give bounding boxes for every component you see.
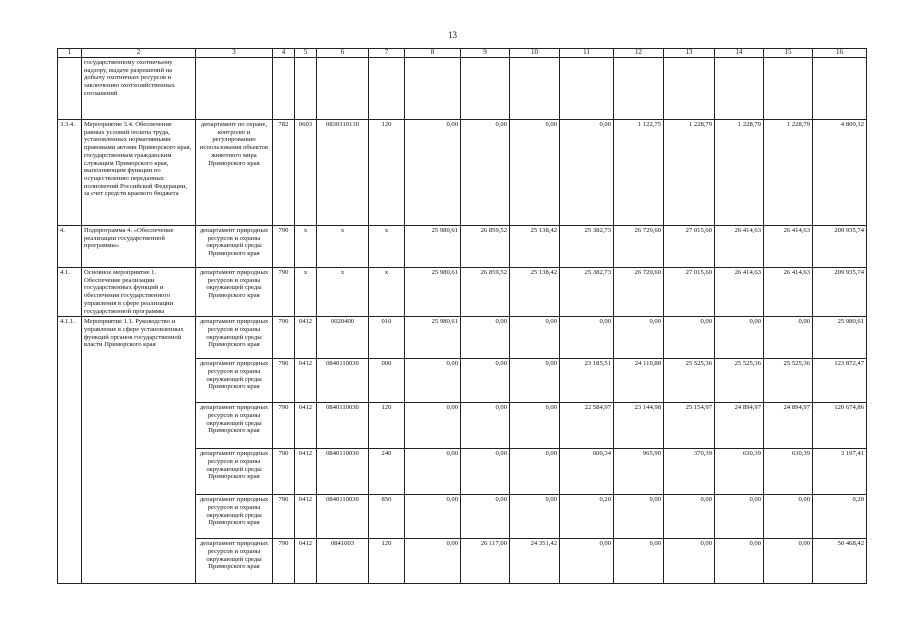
table-row [58, 226, 867, 268]
grbs-code-cell: 790 [273, 495, 295, 539]
expense-type-cell: 000 [369, 359, 405, 403]
agency-cell: департамент природных ресурсов и охраны окружающей среды Приморского края [196, 359, 273, 403]
section-code-cell: 0412 [295, 317, 317, 359]
amount-cell: 25 382,73 [560, 268, 614, 317]
item-name-cell: государственному охотничьему надзору, выдаче разрешений на добычу охотничьих ресурсов и заключению охотхозяйственных соглашений [82, 58, 196, 120]
amount-cell: 630,39 [715, 449, 764, 495]
column-header: 10 [510, 49, 560, 58]
total-cell [813, 58, 867, 120]
item-name-cell: Мероприятие 3.4. Обеспечение равных условий оплаты труда, установленных нормативными правовыми актами Приморского края, государственным гражданским служащим Приморского края, выполняющим функции по осуществлению переданных полномочий Российской Федерации, за счет средств краевого бюджета [82, 120, 196, 226]
column-header: 3 [196, 49, 273, 58]
column-header: 7 [369, 49, 405, 58]
amount-cell [560, 58, 614, 120]
amount-cell: 25 382,73 [560, 226, 614, 268]
item-name-cell: Подпрограмма 4. «Обеспечение реализации государственной программы» [82, 226, 196, 268]
amount-cell [461, 58, 510, 120]
amount-cell: 26 414,63 [764, 226, 813, 268]
column-number-row [58, 49, 867, 58]
amount-cell: 26 729,60 [614, 226, 664, 268]
item-number-cell: 4.1. [58, 268, 82, 317]
amount-cell: 0,00 [764, 317, 813, 359]
target-article-cell: 0020400 [317, 317, 369, 359]
amount-cell: 25 980,61 [405, 317, 461, 359]
amount-cell: 27 015,60 [664, 226, 715, 268]
grbs-code-cell [273, 58, 295, 120]
total-cell: 25 980,61 [813, 317, 867, 359]
target-article-cell [317, 58, 369, 120]
item-name-cell: Мероприятие 1.1. Руководство и управление в сфере установленных функций органов государственной власти Приморского края [82, 317, 196, 584]
item-number-cell: 4.1.1. [58, 317, 82, 584]
target-article-cell: 0840110030 [317, 403, 369, 449]
amount-cell: 24 894,97 [764, 403, 813, 449]
amount-cell: 25 525,36 [664, 359, 715, 403]
amount-cell: 24 351,42 [510, 539, 560, 584]
amount-cell: 0,00 [405, 539, 461, 584]
amount-cell [614, 58, 664, 120]
amount-cell: 0,00 [510, 403, 560, 449]
agency-cell: департамент по охране, контролю и регулированию использования объектов животного мира Приморского края [196, 120, 273, 226]
amount-cell: 0,00 [560, 539, 614, 584]
column-header: 2 [82, 49, 196, 58]
amount-cell: 26 117,00 [461, 539, 510, 584]
target-article-cell: 0841003 [317, 539, 369, 584]
amount-cell: 0,00 [405, 359, 461, 403]
amount-cell: 965,90 [614, 449, 664, 495]
amount-cell: 0,00 [715, 317, 764, 359]
amount-cell: 0,00 [405, 120, 461, 226]
column-header: 16 [813, 49, 867, 58]
section-code-cell: 0412 [295, 495, 317, 539]
total-cell: 120 674,86 [813, 403, 867, 449]
amount-cell: 25 525,36 [715, 359, 764, 403]
amount-cell: 25 525,36 [764, 359, 813, 403]
amount-cell: 0,00 [664, 539, 715, 584]
table-row [58, 120, 867, 226]
target-article-cell: 0840110030 [317, 449, 369, 495]
table-row [58, 58, 867, 120]
column-header: 13 [664, 49, 715, 58]
amount-cell: 0,00 [510, 317, 560, 359]
grbs-code-cell: 790 [273, 359, 295, 403]
target-article-cell: 0830310130 [317, 120, 369, 226]
column-header: 4 [273, 49, 295, 58]
amount-cell: 23 144,98 [614, 403, 664, 449]
expense-type-cell: х [369, 268, 405, 317]
agency-cell: департамент природных ресурсов и охраны окружающей среды Приморского края [196, 268, 273, 317]
amount-cell: 370,39 [664, 449, 715, 495]
section-code-cell: 0603 [295, 120, 317, 226]
amount-cell: 0,00 [461, 317, 510, 359]
amount-cell: 0,00 [764, 495, 813, 539]
amount-cell: 26 729,60 [614, 268, 664, 317]
amount-cell: 0,00 [510, 495, 560, 539]
expense-type-cell: 850 [369, 495, 405, 539]
section-code-cell: 0412 [295, 403, 317, 449]
expense-type-cell: 120 [369, 403, 405, 449]
agency-cell: департамент природных ресурсов и охраны окружающей среды Приморского края [196, 317, 273, 359]
amount-cell: 1 122,75 [614, 120, 664, 226]
amount-cell: 23 185,51 [560, 359, 614, 403]
item-number-cell: 3.3.4. [58, 120, 82, 226]
amount-cell: 1 228,79 [764, 120, 813, 226]
target-article-cell: 0840110030 [317, 359, 369, 403]
expense-type-cell: 120 [369, 120, 405, 226]
amount-cell: 24 894,97 [715, 403, 764, 449]
grbs-code-cell: 790 [273, 449, 295, 495]
agency-cell: департамент природных ресурсов и охраны окружающей среды Приморского края [196, 226, 273, 268]
amount-cell: 27 015,60 [664, 268, 715, 317]
grbs-code-cell: 782 [273, 120, 295, 226]
amount-cell: 26 859,52 [461, 268, 510, 317]
agency-cell [196, 58, 273, 120]
amount-cell: 22 584,97 [560, 403, 614, 449]
item-number-cell [58, 58, 82, 120]
total-cell: 0,20 [813, 495, 867, 539]
column-header: 8 [405, 49, 461, 58]
total-cell: 4 809,12 [813, 120, 867, 226]
section-code-cell: х [295, 268, 317, 317]
amount-cell: 0,00 [405, 403, 461, 449]
amount-cell: 0,00 [715, 495, 764, 539]
agency-cell: департамент природных ресурсов и охраны окружающей среды Приморского края [196, 495, 273, 539]
amount-cell: 600,34 [560, 449, 614, 495]
section-code-cell: 0412 [295, 359, 317, 403]
amount-cell: 630,39 [764, 449, 813, 495]
amount-cell: 26 414,63 [715, 268, 764, 317]
grbs-code-cell: 790 [273, 268, 295, 317]
target-article-cell: х [317, 226, 369, 268]
column-header: 1 [58, 49, 82, 58]
grbs-code-cell: 790 [273, 539, 295, 584]
amount-cell: 0,00 [560, 120, 614, 226]
amount-cell: 0,00 [461, 120, 510, 226]
amount-cell: 0,00 [510, 449, 560, 495]
target-article-cell: 0840110030 [317, 495, 369, 539]
column-header: 15 [764, 49, 813, 58]
agency-cell: департамент природных ресурсов и охраны окружающей среды Приморского края [196, 403, 273, 449]
amount-cell: 0,00 [510, 359, 560, 403]
amount-cell: 0,00 [715, 539, 764, 584]
grbs-code-cell: 790 [273, 226, 295, 268]
section-code-cell: 0412 [295, 539, 317, 584]
expense-type-cell: 240 [369, 449, 405, 495]
amount-cell: 0,00 [764, 539, 813, 584]
amount-cell [764, 58, 813, 120]
total-cell: 3 197,41 [813, 449, 867, 495]
table-row [58, 268, 867, 317]
amount-cell: 0,00 [510, 120, 560, 226]
section-code-cell: 0412 [295, 449, 317, 495]
total-cell: 50 468,42 [813, 539, 867, 584]
amount-cell: 0,00 [614, 539, 664, 584]
total-cell: 209 935,74 [813, 226, 867, 268]
amount-cell: 24 110,88 [614, 359, 664, 403]
agency-cell: департамент природных ресурсов и охраны окружающей среды Приморского края [196, 449, 273, 495]
table-row [58, 317, 867, 359]
section-code-cell: х [295, 226, 317, 268]
amount-cell [715, 58, 764, 120]
amount-cell: 0,00 [405, 449, 461, 495]
budget-table [57, 48, 867, 584]
amount-cell: 0,00 [461, 449, 510, 495]
amount-cell: 1 228,79 [715, 120, 764, 226]
total-cell: 123 872,47 [813, 359, 867, 403]
column-header: 9 [461, 49, 510, 58]
amount-cell: 0,00 [461, 403, 510, 449]
amount-cell: 26 414,63 [764, 268, 813, 317]
column-header: 5 [295, 49, 317, 58]
expense-type-cell: х [369, 226, 405, 268]
amount-cell: 0,00 [664, 495, 715, 539]
amount-cell: 25 980,61 [405, 268, 461, 317]
amount-cell: 26 414,63 [715, 226, 764, 268]
amount-cell: 0,20 [560, 495, 614, 539]
amount-cell: 1 228,79 [664, 120, 715, 226]
expense-type-cell: 010 [369, 317, 405, 359]
column-header: 6 [317, 49, 369, 58]
amount-cell: 25 138,42 [510, 268, 560, 317]
amount-cell: 0,00 [614, 317, 664, 359]
page-number: 13 [448, 30, 457, 40]
column-header: 12 [614, 49, 664, 58]
column-header: 14 [715, 49, 764, 58]
grbs-code-cell: 790 [273, 317, 295, 359]
amount-cell [510, 58, 560, 120]
amount-cell: 0,00 [405, 495, 461, 539]
item-number-cell: 4. [58, 226, 82, 268]
amount-cell: 0,00 [560, 317, 614, 359]
amount-cell [405, 58, 461, 120]
amount-cell: 0,00 [461, 359, 510, 403]
amount-cell: 0,00 [614, 495, 664, 539]
amount-cell: 26 859,52 [461, 226, 510, 268]
column-header: 11 [560, 49, 614, 58]
amount-cell: 0,00 [664, 317, 715, 359]
item-name-cell: Основное мероприятие 1. Обеспечение реализации государственных функций и обеспечения государственного управления в сфере реализации государственной программы [82, 268, 196, 317]
amount-cell: 25 980,61 [405, 226, 461, 268]
amount-cell [664, 58, 715, 120]
agency-cell: департамент природных ресурсов и охраны окружающей среды Приморского края [196, 539, 273, 584]
grbs-code-cell: 790 [273, 403, 295, 449]
amount-cell: 25 154,97 [664, 403, 715, 449]
section-code-cell [295, 58, 317, 120]
total-cell: 209 935,74 [813, 268, 867, 317]
target-article-cell: х [317, 268, 369, 317]
amount-cell: 0,00 [461, 495, 510, 539]
expense-type-cell: 120 [369, 539, 405, 584]
amount-cell: 25 138,42 [510, 226, 560, 268]
expense-type-cell [369, 58, 405, 120]
